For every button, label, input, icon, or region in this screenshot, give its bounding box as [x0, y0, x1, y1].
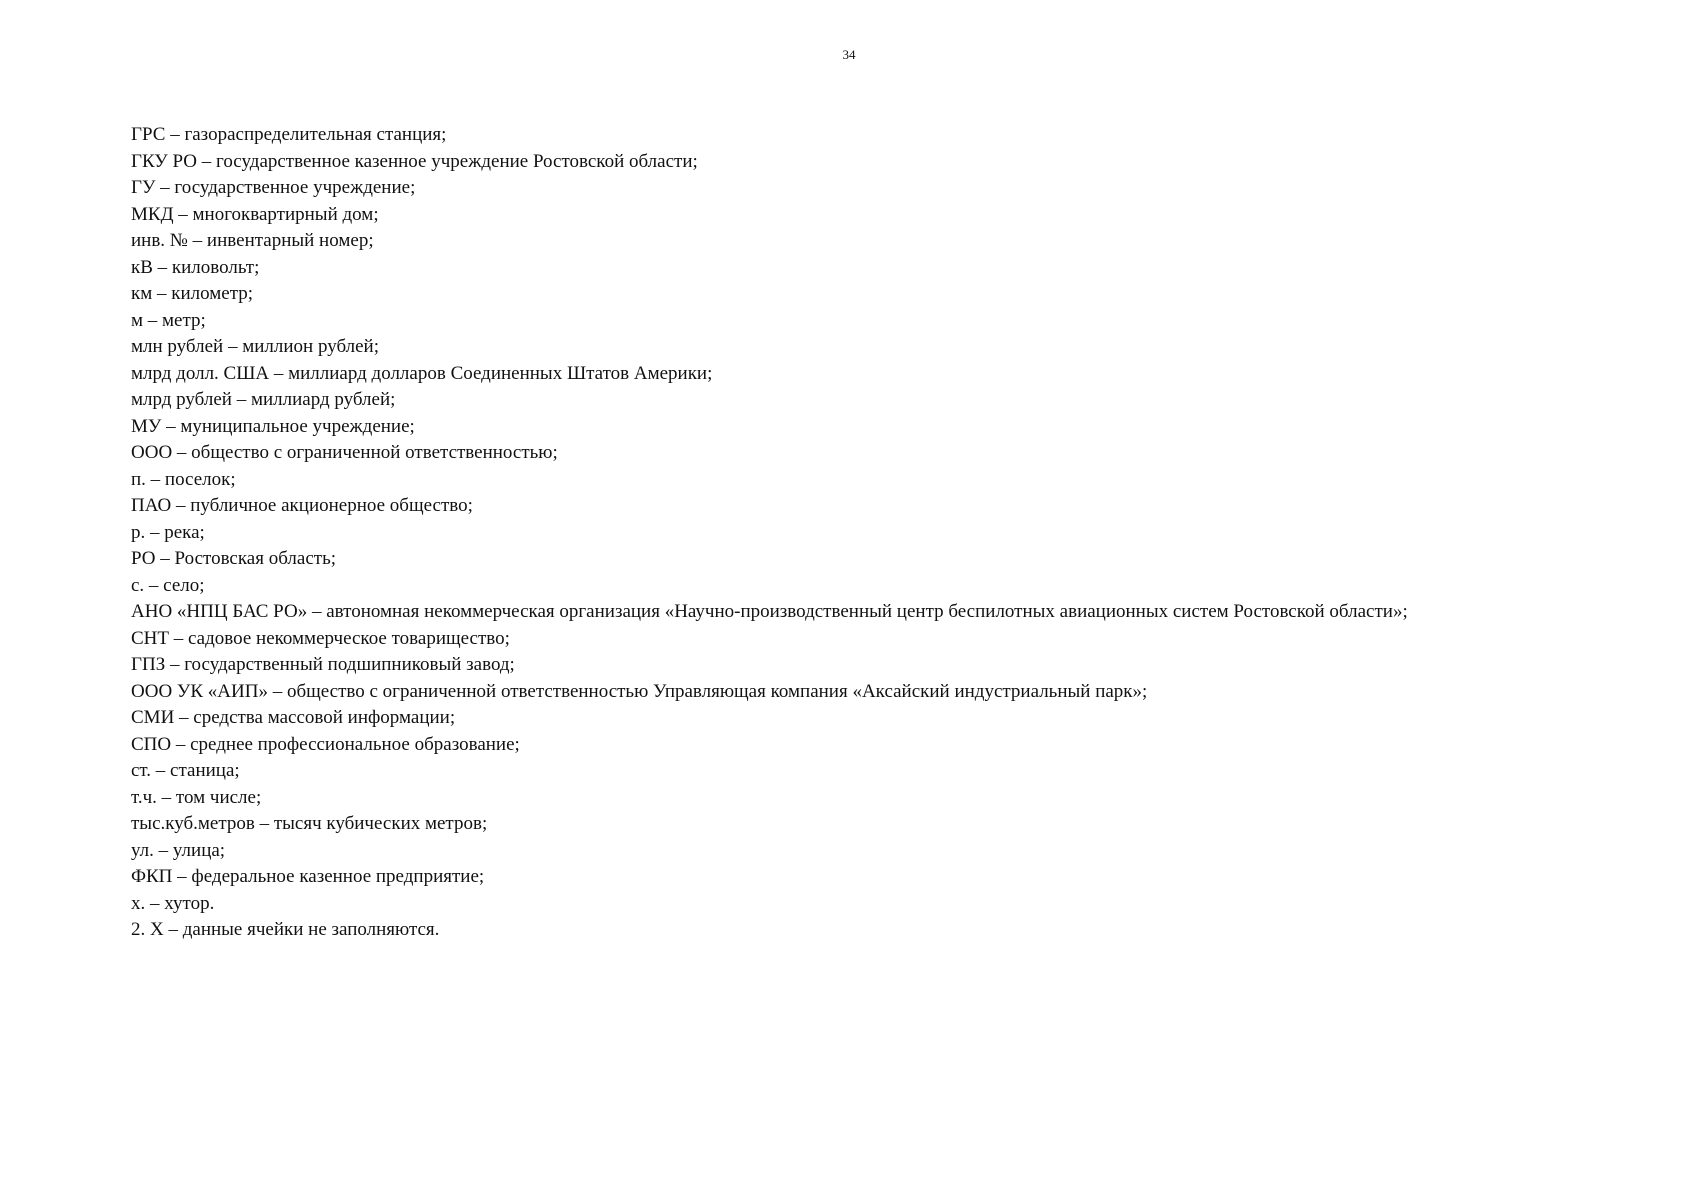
abbreviation-line: ГУ – государственное учреждение; [131, 177, 416, 198]
abbreviation-line: ГКУ РО – государственное казенное учреждение Ростовской области; [131, 150, 698, 172]
abbreviation-line: ГРС – газораспределительная станция; [131, 124, 447, 145]
abbreviation-line: р. – река; [131, 521, 205, 543]
abbreviation-line: т.ч. – том числе; [131, 786, 262, 808]
abbreviation-line: МУ – муниципальное учреждение; [131, 415, 415, 437]
abbreviation-line: СМИ – средства массовой информации; [131, 707, 456, 728]
abbreviation-line: ФКП – федеральное казенное предприятие; [131, 866, 485, 887]
abbreviation-line: млрд рублей – миллиард рублей; [131, 389, 396, 410]
abbreviation-line: СНТ – садовое некоммерческое товарищество; [131, 627, 510, 649]
abbreviation-line: тыс.куб.метров – тысяч кубических метров; [131, 813, 488, 834]
abbreviation-line: ст. – станица; [131, 760, 240, 781]
abbreviation-list [131, 122, 1671, 944]
abbreviation-line: 2. Х – данные ячейки не заполняются. [131, 919, 440, 940]
abbreviation-line: млрд долл. США – миллиард долларов Соединенных Штатов Америки; [131, 362, 713, 384]
abbreviation-line: кВ – киловольт; [131, 256, 260, 278]
abbreviation-line: ООО УК «АИП» – общество с ограниченной ответственностью Управляющая компания «Аксайский индустриальный парк»; [131, 680, 1148, 702]
abbreviation-line: СПО – среднее профессиональное образование; [131, 733, 520, 755]
abbreviation-line: РО – Ростовская область; [131, 548, 337, 569]
abbreviation-line: м – метр; [131, 309, 206, 331]
abbreviation-line: ООО – общество с ограниченной ответственностью; [131, 442, 558, 463]
abbreviation-line: ГПЗ – государственный подшипниковый завод; [131, 654, 515, 675]
page-number: 34 [842, 47, 856, 62]
abbreviation-line: АНО «НПЦ БАС РО» – автономная некоммерческая организация «Научно-производственный центр беспилотных авиационных систем Ростовской области»; [131, 601, 1408, 622]
abbreviation-line: х. – хутор. [131, 892, 215, 914]
abbreviation-line: ул. – улица; [131, 839, 226, 861]
abbreviation-line: млн рублей – миллион рублей; [131, 336, 379, 357]
abbreviation-line: инв. № – инвентарный номер; [131, 230, 374, 251]
abbreviation-line: ПАО – публичное акционерное общество; [131, 495, 473, 516]
abbreviation-line: км – километр; [131, 283, 254, 304]
abbreviation-line: МКД – многоквартирный дом; [131, 203, 379, 225]
abbreviation-line: с. – село; [131, 574, 205, 596]
abbreviation-line: п. – поселок; [131, 468, 236, 490]
